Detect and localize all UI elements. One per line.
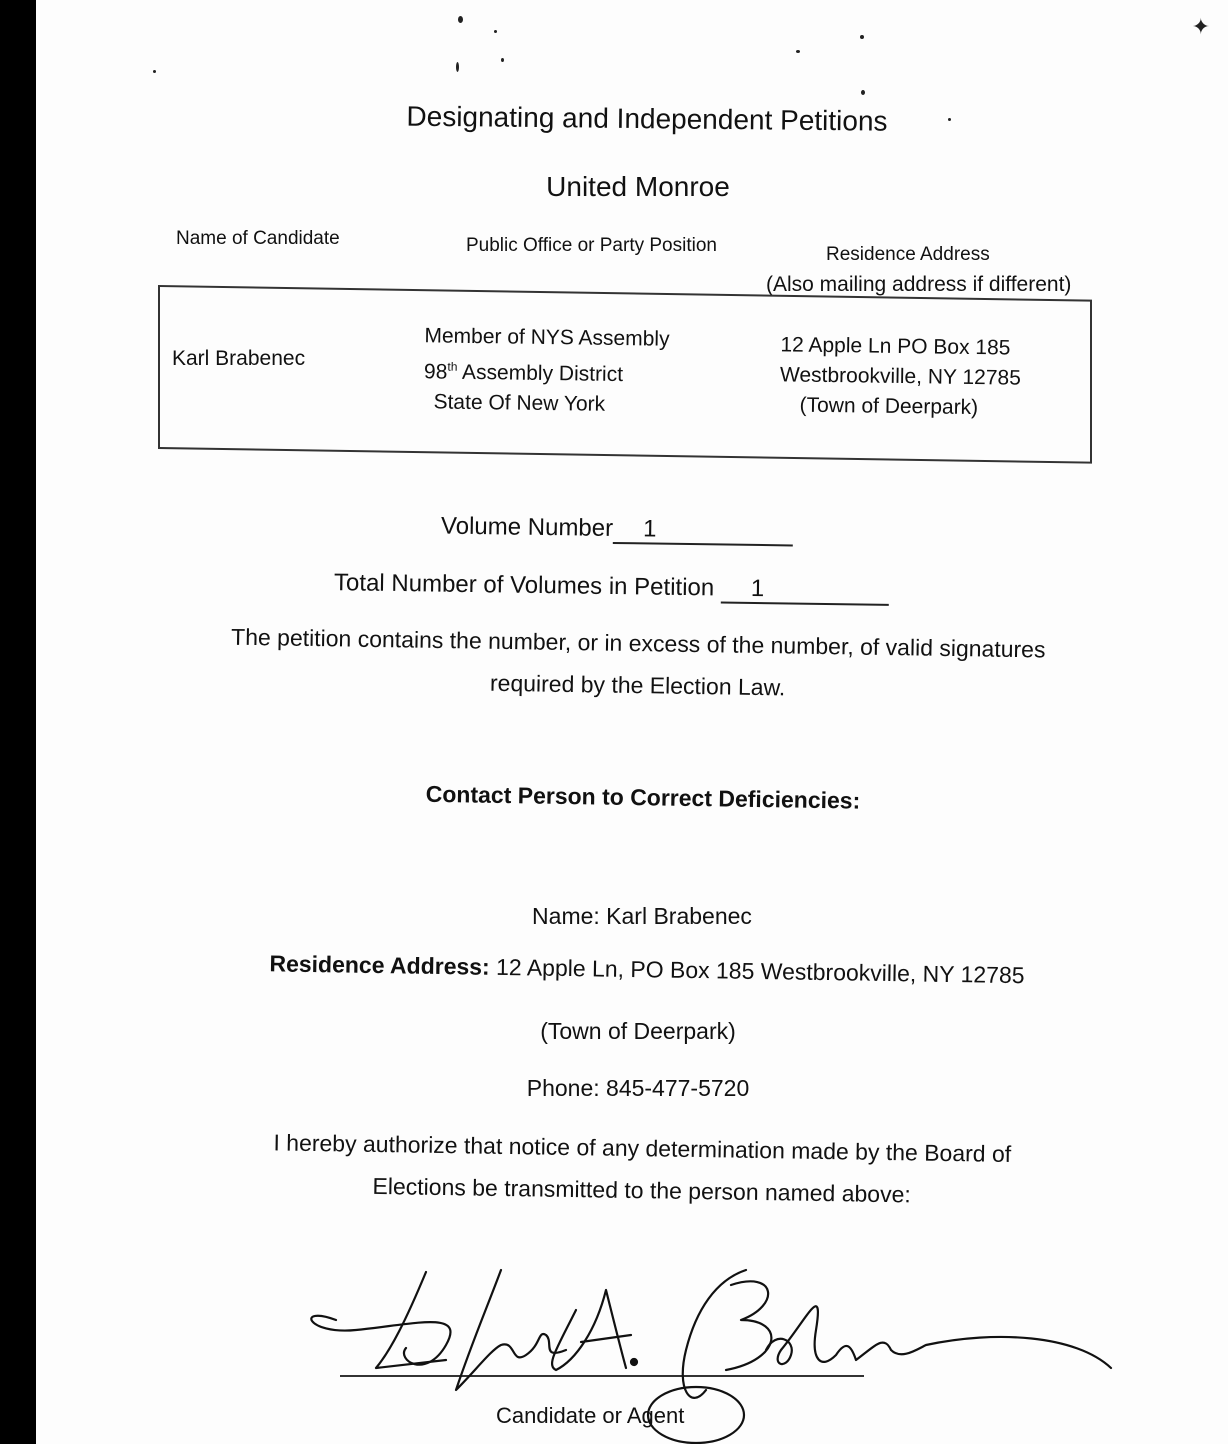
total-volumes-label: Total Number of Volumes in Petition xyxy=(333,569,715,602)
address-line-1: 12 Apple Ln PO Box 185 xyxy=(780,333,1011,360)
address-line-3: (Town of Deerpark) xyxy=(799,393,979,420)
office-line-1: Member of NYS Assembly xyxy=(424,324,670,351)
volume-number-row xyxy=(441,513,793,547)
contact-heading: Contact Person to Correct Deficiencies: xyxy=(425,780,861,814)
corner-mark: ✦ xyxy=(1191,14,1210,39)
document-title: Designating and Independent Petitions xyxy=(406,100,888,137)
header-public-office: Public Office or Party Position xyxy=(466,235,717,256)
header-mailing-note: (Also mailing address if different) xyxy=(766,273,1072,296)
candidate-name: Karl Brabenec xyxy=(172,347,306,370)
handwritten-signature xyxy=(276,1250,1136,1444)
signature-caption: Candidate or Agent xyxy=(496,1403,685,1428)
document-page xyxy=(36,0,1228,1444)
contact-address xyxy=(36,947,1228,993)
contact-address-label: Residence Address: xyxy=(269,950,490,980)
volume-number-label: Volume Number xyxy=(440,512,614,542)
contact-address-value: 12 Apple Ln, PO Box 185 Westbrookville, NY 12785 xyxy=(489,953,1025,989)
authorization-statement: I hereby authorize that notice of any determination made by the Board of Elections be transmitted to the person named above: xyxy=(273,1129,1012,1208)
volume-number-value: 1 xyxy=(613,516,793,547)
address-line-2: Westbrookville, NY 12785 xyxy=(779,363,1022,390)
scan-speck xyxy=(796,50,800,53)
contact-name: Name: Karl Brabenec xyxy=(532,903,752,929)
scan-speck xyxy=(860,35,864,39)
office-line-3: State Of New York xyxy=(433,390,606,416)
office-line-2: 98th Assembly District xyxy=(423,359,624,387)
total-volumes-row xyxy=(334,569,889,606)
header-residence-address: Residence Address xyxy=(826,244,990,265)
header-name-of-candidate: Name of Candidate xyxy=(176,228,340,249)
petition-statement: The petition contains the number, or in excess of the number, of valid signatures required by the Election Law. xyxy=(230,623,1046,701)
scan-speck xyxy=(861,90,865,95)
candidate-address xyxy=(779,330,1021,423)
contact-town: (Town of Deerpark) xyxy=(540,1018,736,1044)
scan-speck xyxy=(501,58,504,62)
contact-phone: Phone: 845-477-5720 xyxy=(526,1075,750,1101)
scan-speck xyxy=(153,70,156,73)
candidate-office xyxy=(423,321,669,420)
scan-speck xyxy=(458,16,463,23)
scan-speck xyxy=(456,62,459,72)
scan-speck xyxy=(494,30,497,33)
total-volumes-value: 1 xyxy=(721,576,889,606)
party-name: United Monroe xyxy=(546,171,730,202)
